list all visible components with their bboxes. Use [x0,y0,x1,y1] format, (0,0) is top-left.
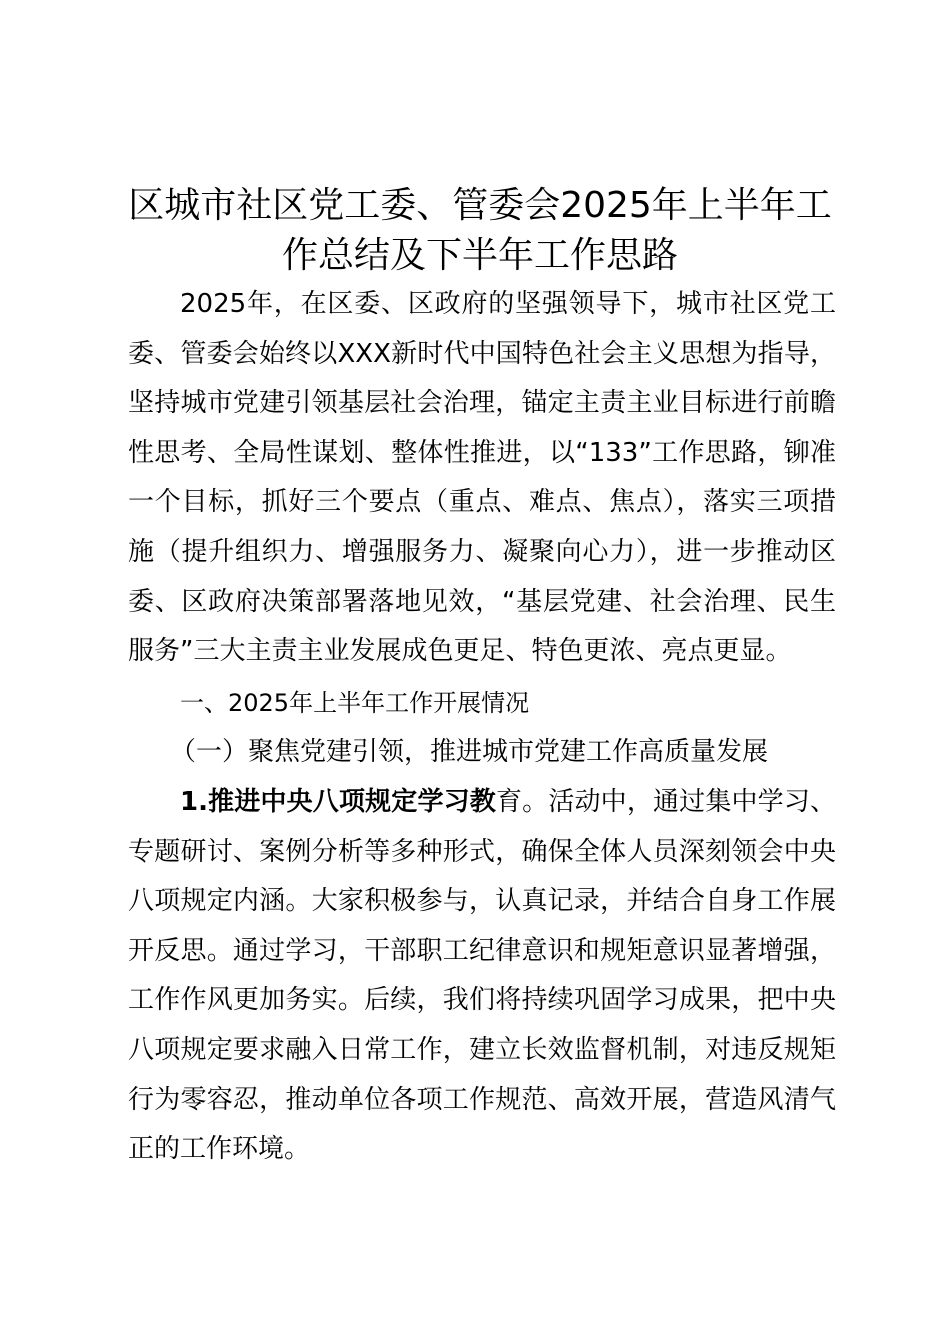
item-1-paragraph [128,778,836,1175]
item-1-body: 育。活动中，通过集中学习、专题研讨、案例分析等多种形式，确保全体人员深刻领会中央八项规定内涵。大家积极参与，认真记录，并结合自身工作展开反思。通过学习，干部职工纪律意识和规矩意识显著增强，工作作风更加务实。后续，我们将持续巩固学习成果，把中央八项规定要求融入日常工作，建立长效监督机制，对违反规矩行为零容忍，推动单位各项工作规范、高效开展，营造风清气正的工作环境。 [128,787,836,1165]
document-title-line-1: 区城市社区党工委、管委会2025年上半年工 [128,185,832,226]
item-1-lead: 1.推进中央八项规定学习教 [180,787,496,817]
section-heading-1: 一、2025年上半年工作开展情况 [180,689,530,717]
intro-paragraph: 2025年，在区委、区政府的坚强领导下，城市社区党工委、管委会始终以XXX新时代中国特色社会主义思想为指导，坚持城市党建引领基层社会治理，锚定主责主业目标进行前瞻性思考、全局性谋划、整体性推进，以“133”工作思路，铆准一个目标，抓好三个要点（重点、难点、焦点），落实三项措施（提升组织力、增强服务力、凝聚向心力），进一步推动区委、区政府决策部署落地见效，“基层党建、社会治理、民生服务”三大主责主业发展成色更足、特色更浓、亮点更显。 [128,289,836,667]
subsection-heading-1: （一）聚焦党建引领，推进城市党建工作高质量发展 [170,737,769,767]
document-title-line-2: 作总结及下半年工作思路 [281,235,678,276]
